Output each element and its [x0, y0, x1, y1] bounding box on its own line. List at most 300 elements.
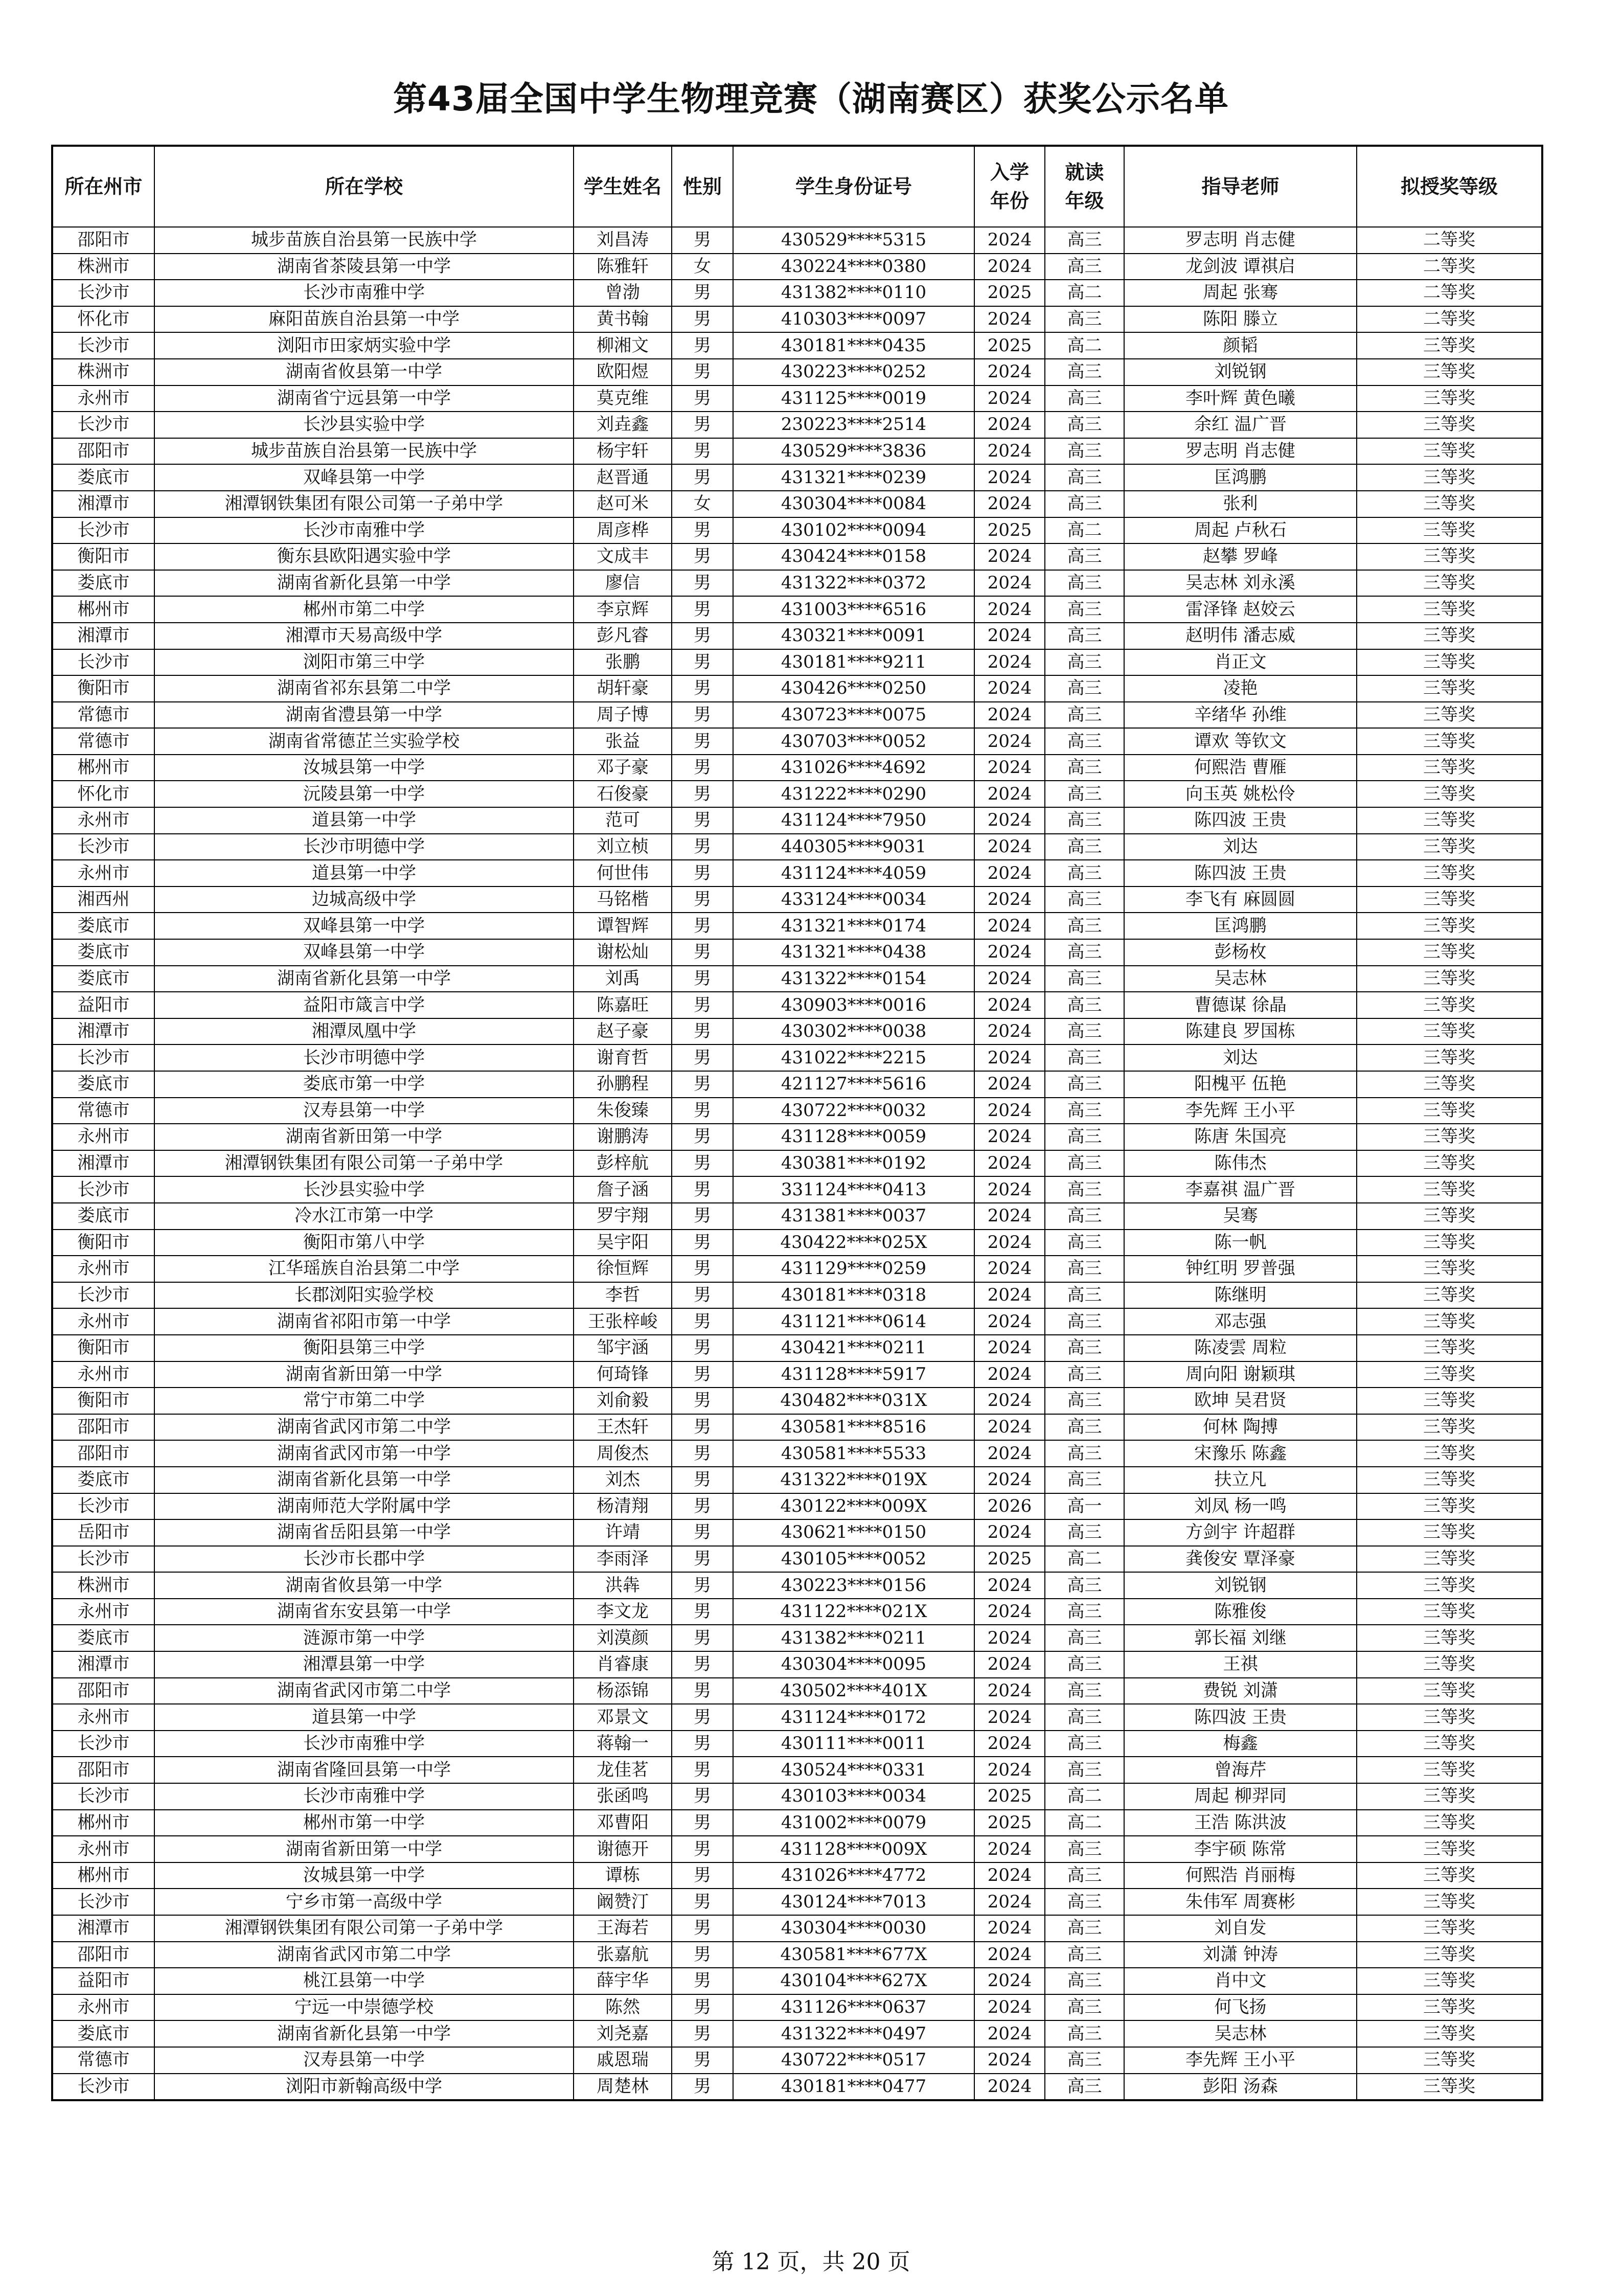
cell-gender: 男 — [672, 1467, 733, 1493]
cell-id-number: 440305****9031 — [733, 834, 974, 860]
cell-gender: 男 — [672, 359, 733, 385]
cell-student-name: 周子博 — [574, 702, 672, 729]
table-row — [52, 385, 1542, 412]
cell-school: 湖南省宁远县第一中学 — [154, 385, 574, 412]
cell-gender: 男 — [672, 464, 733, 491]
cell-enroll-year: 2024 — [974, 491, 1045, 517]
cell-id-number: 430502****401X — [733, 1678, 974, 1704]
cell-grade: 高三 — [1045, 1018, 1124, 1045]
cell-student-name: 杨宇轩 — [574, 438, 672, 465]
cell-id-number: 430722****0032 — [733, 1098, 974, 1124]
cell-teacher: 扶立凡 — [1124, 1467, 1357, 1493]
cell-student-name: 曾渤 — [574, 280, 672, 306]
cell-teacher: 辛绪华 孙维 — [1124, 702, 1357, 729]
header-grade: 就读 年级 — [1045, 146, 1124, 227]
cell-grade: 高三 — [1045, 306, 1124, 333]
cell-school: 湖南省新田第一中学 — [154, 1124, 574, 1150]
cell-city: 长沙市 — [52, 280, 154, 306]
table-row — [52, 596, 1542, 623]
cell-id-number: 430181****0435 — [733, 332, 974, 359]
cell-school: 长沙市明德中学 — [154, 1044, 574, 1071]
cell-id-number: 430104****627X — [733, 1968, 974, 1994]
cell-enroll-year: 2024 — [974, 1757, 1045, 1783]
cell-gender: 男 — [672, 1335, 733, 1361]
cell-teacher: 龙剑波 谭祺启 — [1124, 254, 1357, 280]
cell-grade: 高三 — [1045, 1361, 1124, 1388]
cell-award-level: 三等奖 — [1357, 1256, 1542, 1282]
table-row — [52, 464, 1542, 491]
cell-award-level: 三等奖 — [1357, 596, 1542, 623]
cell-school: 湖南省新化县第一中学 — [154, 966, 574, 992]
cell-id-number: 431128****009X — [733, 1836, 974, 1862]
cell-id-number: 431026****4692 — [733, 755, 974, 781]
cell-student-name: 刘垚鑫 — [574, 412, 672, 438]
cell-student-name: 谢育哲 — [574, 1044, 672, 1071]
cell-city: 常德市 — [52, 2047, 154, 2074]
table-row — [52, 438, 1542, 465]
cell-grade: 高三 — [1045, 1572, 1124, 1599]
table-row — [52, 1440, 1542, 1467]
cell-school: 冷水江市第一中学 — [154, 1203, 574, 1230]
cell-gender: 男 — [672, 1124, 733, 1150]
cell-city: 永州市 — [52, 1994, 154, 2021]
table-row — [52, 834, 1542, 860]
cell-id-number: 430581****677X — [733, 1942, 974, 1968]
cell-enroll-year: 2024 — [974, 543, 1045, 570]
cell-teacher: 陈唐 朱国亮 — [1124, 1124, 1357, 1150]
cell-city: 娄底市 — [52, 1625, 154, 1651]
cell-enroll-year: 2024 — [974, 1678, 1045, 1704]
table-row — [52, 992, 1542, 1018]
cell-city: 长沙市 — [52, 1044, 154, 1071]
cell-school: 衡阳市第八中学 — [154, 1230, 574, 1256]
cell-grade: 高三 — [1045, 623, 1124, 649]
cell-gender: 男 — [672, 543, 733, 570]
table-row — [52, 886, 1542, 913]
cell-award-level: 三等奖 — [1357, 570, 1542, 597]
cell-enroll-year: 2024 — [974, 702, 1045, 729]
cell-city: 郴州市 — [52, 596, 154, 623]
cell-city: 邵阳市 — [52, 1678, 154, 1704]
cell-id-number: 431129****0259 — [733, 1256, 974, 1282]
cell-city: 娄底市 — [52, 464, 154, 491]
cell-student-name: 谭智辉 — [574, 913, 672, 939]
table-row — [52, 623, 1542, 649]
cell-enroll-year: 2024 — [974, 1335, 1045, 1361]
cell-award-level: 二等奖 — [1357, 280, 1542, 306]
cell-gender: 男 — [672, 966, 733, 992]
table-row — [52, 1731, 1542, 1757]
header-city: 所在州市 — [52, 146, 154, 227]
cell-id-number: 430426****0250 — [733, 675, 974, 702]
cell-award-level: 三等奖 — [1357, 992, 1542, 1018]
cell-gender: 男 — [672, 332, 733, 359]
cell-award-level: 三等奖 — [1357, 913, 1542, 939]
cell-teacher: 朱伟军 周赛彬 — [1124, 1889, 1357, 1915]
cell-school: 城步苗族自治县第一民族中学 — [154, 438, 574, 465]
cell-id-number: 431322****0497 — [733, 2020, 974, 2047]
cell-teacher: 刘锐钢 — [1124, 359, 1357, 385]
cell-grade: 高三 — [1045, 1071, 1124, 1098]
cell-award-level: 三等奖 — [1357, 834, 1542, 860]
cell-student-name: 王张梓峻 — [574, 1308, 672, 1335]
cell-grade: 高二 — [1045, 332, 1124, 359]
cell-gender: 男 — [672, 2047, 733, 2074]
cell-school: 湖南省新化县第一中学 — [154, 2020, 574, 2047]
cell-city: 衡阳市 — [52, 1230, 154, 1256]
cell-teacher: 陈四波 王贵 — [1124, 860, 1357, 886]
cell-teacher: 肖中文 — [1124, 1968, 1357, 1994]
cell-gender: 男 — [672, 1599, 733, 1625]
cell-teacher: 吴志林 — [1124, 966, 1357, 992]
cell-gender: 男 — [672, 1388, 733, 1414]
cell-enroll-year: 2024 — [974, 1836, 1045, 1862]
cell-grade: 高二 — [1045, 1783, 1124, 1810]
cell-grade: 高三 — [1045, 543, 1124, 570]
cell-award-level: 三等奖 — [1357, 1731, 1542, 1757]
header-teacher: 指导老师 — [1124, 146, 1357, 227]
cell-grade: 高三 — [1045, 702, 1124, 729]
cell-award-level: 三等奖 — [1357, 1915, 1542, 1942]
table-row — [52, 966, 1542, 992]
cell-enroll-year: 2026 — [974, 1493, 1045, 1520]
cell-school: 湖南省东安县第一中学 — [154, 1599, 574, 1625]
cell-award-level: 三等奖 — [1357, 1335, 1542, 1361]
cell-gender: 男 — [672, 1440, 733, 1467]
cell-id-number: 430581****8516 — [733, 1414, 974, 1441]
cell-grade: 高三 — [1045, 1836, 1124, 1862]
cell-id-number: 431381****0037 — [733, 1203, 974, 1230]
award-table — [51, 145, 1543, 2101]
cell-award-level: 三等奖 — [1357, 2047, 1542, 2074]
cell-student-name: 张益 — [574, 728, 672, 755]
cell-enroll-year: 2024 — [974, 412, 1045, 438]
cell-grade: 高一 — [1045, 1493, 1124, 1520]
cell-enroll-year: 2025 — [974, 280, 1045, 306]
cell-enroll-year: 2024 — [974, 1256, 1045, 1282]
cell-grade: 高三 — [1045, 1651, 1124, 1678]
table-row — [52, 939, 1542, 966]
cell-student-name: 刘杰 — [574, 1467, 672, 1493]
cell-teacher: 刘达 — [1124, 834, 1357, 860]
cell-city: 永州市 — [52, 1256, 154, 1282]
cell-city: 娄底市 — [52, 913, 154, 939]
table-row — [52, 1783, 1542, 1810]
cell-enroll-year: 2024 — [974, 966, 1045, 992]
cell-teacher: 刘凤 杨一鸣 — [1124, 1493, 1357, 1520]
cell-city: 永州市 — [52, 1124, 154, 1150]
cell-teacher: 阳槐平 伍艳 — [1124, 1071, 1357, 1098]
cell-city: 永州市 — [52, 1599, 154, 1625]
cell-enroll-year: 2024 — [974, 1308, 1045, 1335]
cell-teacher: 郭长福 刘继 — [1124, 1625, 1357, 1651]
cell-award-level: 三等奖 — [1357, 1308, 1542, 1335]
cell-enroll-year: 2024 — [974, 1467, 1045, 1493]
cell-enroll-year: 2024 — [974, 649, 1045, 676]
cell-enroll-year: 2024 — [974, 1651, 1045, 1678]
cell-teacher: 吴志林 刘永溪 — [1124, 570, 1357, 597]
cell-grade: 高三 — [1045, 728, 1124, 755]
cell-city: 长沙市 — [52, 1176, 154, 1203]
cell-teacher: 陈凌雲 周粒 — [1124, 1335, 1357, 1361]
cell-teacher: 颜韬 — [1124, 332, 1357, 359]
cell-student-name: 肖睿康 — [574, 1651, 672, 1678]
cell-id-number: 431128****0059 — [733, 1124, 974, 1150]
cell-award-level: 三等奖 — [1357, 359, 1542, 385]
cell-grade: 高三 — [1045, 1915, 1124, 1942]
cell-student-name: 文成丰 — [574, 543, 672, 570]
cell-id-number: 431022****2215 — [733, 1044, 974, 1071]
cell-grade: 高三 — [1045, 755, 1124, 781]
table-header-row — [52, 146, 1542, 227]
cell-award-level: 二等奖 — [1357, 227, 1542, 254]
cell-id-number: 430381****0192 — [733, 1150, 974, 1177]
cell-city: 邵阳市 — [52, 227, 154, 254]
cell-student-name: 罗宇翔 — [574, 1203, 672, 1230]
cell-teacher: 周起 张骞 — [1124, 280, 1357, 306]
cell-id-number: 431126****0637 — [733, 1994, 974, 2021]
cell-enroll-year: 2024 — [974, 1968, 1045, 1994]
cell-teacher: 费锐 刘潇 — [1124, 1678, 1357, 1704]
cell-teacher: 何林 陶搏 — [1124, 1414, 1357, 1441]
cell-id-number: 430304****0095 — [733, 1651, 974, 1678]
cell-grade: 高三 — [1045, 939, 1124, 966]
cell-school: 湖南省澧县第一中学 — [154, 702, 574, 729]
table-row — [52, 1968, 1542, 1994]
cell-grade: 高三 — [1045, 807, 1124, 834]
cell-student-name: 赵可米 — [574, 491, 672, 517]
cell-grade: 高三 — [1045, 1203, 1124, 1230]
cell-gender: 男 — [672, 1361, 733, 1388]
cell-award-level: 三等奖 — [1357, 939, 1542, 966]
cell-grade: 高三 — [1045, 1256, 1124, 1282]
cell-teacher: 刘潇 钟涛 — [1124, 1942, 1357, 1968]
cell-gender: 男 — [672, 1282, 733, 1309]
cell-enroll-year: 2024 — [974, 1044, 1045, 1071]
cell-city: 怀化市 — [52, 306, 154, 333]
cell-teacher: 李先辉 王小平 — [1124, 2047, 1357, 2074]
cell-enroll-year: 2025 — [974, 1810, 1045, 1836]
cell-student-name: 何世伟 — [574, 860, 672, 886]
cell-id-number: 430181****0318 — [733, 1282, 974, 1309]
cell-school: 长沙市明德中学 — [154, 834, 574, 860]
cell-enroll-year: 2024 — [974, 675, 1045, 702]
table-row — [52, 1044, 1542, 1071]
cell-city: 娄底市 — [52, 939, 154, 966]
cell-gender: 男 — [672, 1044, 733, 1071]
cell-grade: 高二 — [1045, 517, 1124, 544]
cell-school: 道县第一中学 — [154, 1704, 574, 1731]
cell-id-number: 431382****0110 — [733, 280, 974, 306]
cell-enroll-year: 2024 — [974, 254, 1045, 280]
cell-enroll-year: 2024 — [974, 1942, 1045, 1968]
table-row — [52, 1942, 1542, 1968]
cell-id-number: 430103****0034 — [733, 1783, 974, 1810]
cell-teacher: 王浩 陈洪波 — [1124, 1810, 1357, 1836]
cell-student-name: 张函鸣 — [574, 1783, 672, 1810]
cell-gender: 男 — [672, 1678, 733, 1704]
cell-city: 衡阳市 — [52, 543, 154, 570]
cell-enroll-year: 2024 — [974, 1440, 1045, 1467]
cell-student-name: 李哲 — [574, 1282, 672, 1309]
cell-school: 长沙市南雅中学 — [154, 280, 574, 306]
cell-gender: 男 — [672, 517, 733, 544]
table-row — [52, 491, 1542, 517]
table-row — [52, 1018, 1542, 1045]
cell-grade: 高三 — [1045, 1757, 1124, 1783]
cell-school: 湖南省武冈市第二中学 — [154, 1414, 574, 1441]
cell-gender: 男 — [672, 306, 733, 333]
cell-award-level: 三等奖 — [1357, 385, 1542, 412]
cell-id-number: 430224****0380 — [733, 254, 974, 280]
table-row — [52, 728, 1542, 755]
cell-city: 湘潭市 — [52, 1651, 154, 1678]
cell-city: 郴州市 — [52, 1810, 154, 1836]
cell-grade: 高三 — [1045, 966, 1124, 992]
table-row — [52, 306, 1542, 333]
cell-id-number: 431121****0614 — [733, 1308, 974, 1335]
cell-id-number: 431002****0079 — [733, 1810, 974, 1836]
cell-award-level: 三等奖 — [1357, 464, 1542, 491]
cell-id-number: 430424****0158 — [733, 543, 974, 570]
cell-teacher: 刘达 — [1124, 1044, 1357, 1071]
cell-gender: 男 — [672, 1704, 733, 1731]
cell-gender: 男 — [672, 385, 733, 412]
cell-award-level: 三等奖 — [1357, 1810, 1542, 1836]
cell-student-name: 柳湘文 — [574, 332, 672, 359]
cell-grade: 高三 — [1045, 1308, 1124, 1335]
cell-student-name: 孙鹏程 — [574, 1071, 672, 1098]
cell-city: 衡阳市 — [52, 1388, 154, 1414]
cell-award-level: 三等奖 — [1357, 860, 1542, 886]
table-row — [52, 1124, 1542, 1150]
cell-grade: 高三 — [1045, 860, 1124, 886]
cell-grade: 高三 — [1045, 254, 1124, 280]
table-row — [52, 1915, 1542, 1942]
cell-award-level: 三等奖 — [1357, 807, 1542, 834]
cell-grade: 高三 — [1045, 412, 1124, 438]
cell-school: 汉寿县第一中学 — [154, 2047, 574, 2074]
cell-grade: 高二 — [1045, 1810, 1124, 1836]
cell-student-name: 赵子豪 — [574, 1018, 672, 1045]
table-row — [52, 1150, 1542, 1177]
cell-grade: 高三 — [1045, 2074, 1124, 2101]
cell-gender: 男 — [672, 1968, 733, 1994]
table-row — [52, 1889, 1542, 1915]
cell-gender: 男 — [672, 1572, 733, 1599]
cell-id-number: 430304****0030 — [733, 1915, 974, 1942]
cell-grade: 高三 — [1045, 1414, 1124, 1441]
cell-school: 湘潭钢铁集团有限公司第一子弟中学 — [154, 1150, 574, 1177]
table-row — [52, 1704, 1542, 1731]
cell-grade: 高三 — [1045, 1731, 1124, 1757]
cell-school: 湘潭钢铁集团有限公司第一子弟中学 — [154, 491, 574, 517]
cell-gender: 男 — [672, 1071, 733, 1098]
cell-enroll-year: 2024 — [974, 1704, 1045, 1731]
table-row — [52, 254, 1542, 280]
cell-city: 长沙市 — [52, 2074, 154, 2101]
cell-city: 娄底市 — [52, 966, 154, 992]
cell-enroll-year: 2024 — [974, 2074, 1045, 2101]
cell-award-level: 三等奖 — [1357, 543, 1542, 570]
cell-school: 长郡浏阳实验学校 — [154, 1282, 574, 1309]
table-row — [52, 2047, 1542, 2074]
cell-gender: 男 — [672, 1493, 733, 1520]
cell-gender: 男 — [672, 280, 733, 306]
cell-school: 郴州市第二中学 — [154, 596, 574, 623]
cell-enroll-year: 2024 — [974, 1176, 1045, 1203]
cell-id-number: 431128****5917 — [733, 1361, 974, 1388]
cell-award-level: 三等奖 — [1357, 1203, 1542, 1230]
cell-grade: 高三 — [1045, 1994, 1124, 2021]
table-row — [52, 1203, 1542, 1230]
cell-grade: 高三 — [1045, 385, 1124, 412]
cell-gender: 男 — [672, 649, 733, 676]
cell-enroll-year: 2024 — [974, 1414, 1045, 1441]
header-school: 所在学校 — [154, 146, 574, 227]
cell-city: 湘潭市 — [52, 1150, 154, 1177]
cell-gender: 男 — [672, 1942, 733, 1968]
cell-id-number: 430529****5315 — [733, 227, 974, 254]
cell-student-name: 彭梓航 — [574, 1150, 672, 1177]
cell-school: 江华瑶族自治县第二中学 — [154, 1256, 574, 1282]
header-student-name: 学生姓名 — [574, 146, 672, 227]
cell-gender: 男 — [672, 1862, 733, 1889]
cell-teacher: 张利 — [1124, 491, 1357, 517]
cell-city: 娄底市 — [52, 2020, 154, 2047]
cell-id-number: 431122****021X — [733, 1599, 974, 1625]
cell-enroll-year: 2024 — [974, 1731, 1045, 1757]
cell-enroll-year: 2024 — [974, 728, 1045, 755]
cell-student-name: 刘禹 — [574, 966, 672, 992]
cell-city: 长沙市 — [52, 332, 154, 359]
cell-grade: 高三 — [1045, 1230, 1124, 1256]
cell-grade: 高三 — [1045, 649, 1124, 676]
cell-student-name: 廖信 — [574, 570, 672, 597]
cell-school: 湖南省武冈市第二中学 — [154, 1678, 574, 1704]
cell-city: 衡阳市 — [52, 675, 154, 702]
cell-award-level: 三等奖 — [1357, 1783, 1542, 1810]
table-row — [52, 649, 1542, 676]
table-row — [52, 412, 1542, 438]
cell-enroll-year: 2024 — [974, 1203, 1045, 1230]
cell-grade: 高三 — [1045, 913, 1124, 939]
table-body — [52, 227, 1542, 2100]
cell-city: 长沙市 — [52, 412, 154, 438]
cell-award-level: 三等奖 — [1357, 1836, 1542, 1862]
table-row — [52, 517, 1542, 544]
cell-city: 永州市 — [52, 860, 154, 886]
table-row — [52, 1810, 1542, 1836]
cell-school: 宁乡市第一高级中学 — [154, 1889, 574, 1915]
cell-enroll-year: 2024 — [974, 1915, 1045, 1942]
cell-student-name: 徐恒辉 — [574, 1256, 672, 1282]
cell-city: 邵阳市 — [52, 1440, 154, 1467]
cell-gender: 男 — [672, 596, 733, 623]
cell-student-name: 谭栋 — [574, 1862, 672, 1889]
cell-id-number: 431321****0438 — [733, 939, 974, 966]
cell-student-name: 张鹏 — [574, 649, 672, 676]
cell-student-name: 蒋翰一 — [574, 1731, 672, 1757]
cell-school: 湖南省茶陵县第一中学 — [154, 254, 574, 280]
cell-id-number: 430422****025X — [733, 1230, 974, 1256]
cell-id-number: 430321****0091 — [733, 623, 974, 649]
cell-enroll-year: 2024 — [974, 1862, 1045, 1889]
cell-enroll-year: 2024 — [974, 2047, 1045, 2074]
table-row — [52, 1308, 1542, 1335]
cell-award-level: 三等奖 — [1357, 675, 1542, 702]
cell-school: 桃江县第一中学 — [154, 1968, 574, 1994]
